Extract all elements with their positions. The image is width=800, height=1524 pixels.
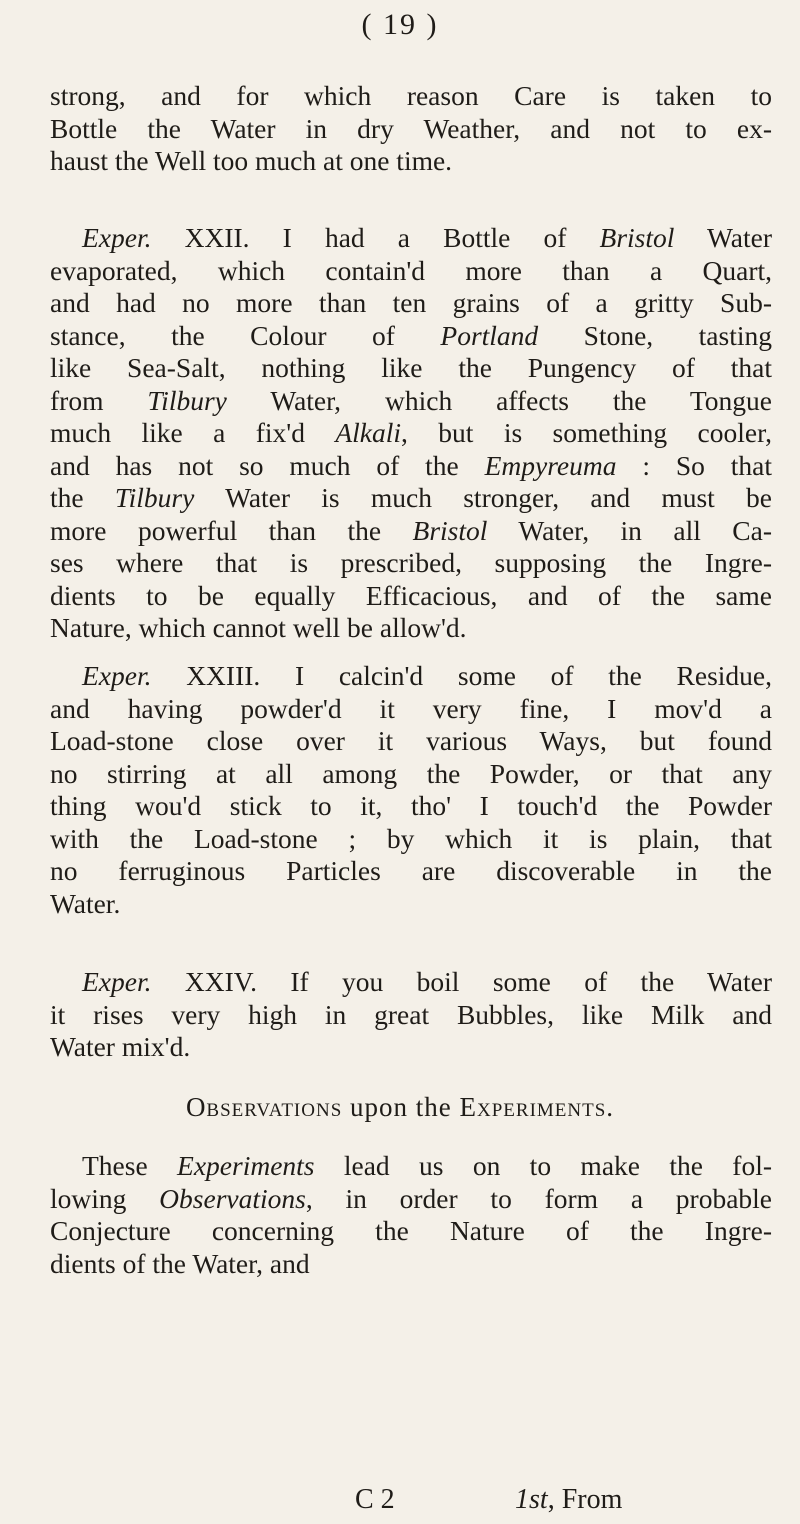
- text-run: dients of the Water, and: [50, 1247, 310, 1279]
- catchword: [515, 1484, 622, 1516]
- text-run: thing wou'd stick to it, tho' I touch'd the Powder: [50, 790, 772, 821]
- text-run: lowing: [50, 1182, 160, 1214]
- text-run: dients to be equally Efficacious, and of the same: [50, 579, 772, 611]
- text-run: Water.: [50, 887, 121, 919]
- text-line: [50, 547, 772, 580]
- text-run: and had no more than ten grains of a gritty Sub-: [50, 287, 772, 318]
- text-line: [50, 320, 772, 353]
- text-line: [50, 888, 772, 921]
- text-run: ses where that is prescribed, supposing the Ingre-: [50, 547, 772, 578]
- text-run: , in order to form a probable: [305, 1182, 772, 1214]
- text-run: with the Load-stone ; by which it is plain, that: [50, 822, 772, 854]
- text-line: [50, 612, 772, 645]
- text-run: no ferruginous Particles are discoverable in the: [50, 855, 772, 886]
- text-line: [50, 482, 772, 515]
- section-heading: [0, 1092, 800, 1123]
- text-line: [50, 758, 772, 791]
- text-run: Bottle the Water in dry Weather, and not to ex-: [50, 112, 772, 144]
- text-run: and having powder'd it very fine, I mov'd a: [50, 692, 772, 724]
- text-line: [50, 999, 772, 1032]
- text-line: [50, 287, 772, 320]
- experiment-24-paragraph: [50, 966, 772, 1064]
- text-line: [50, 790, 772, 823]
- experiment-22-paragraph: [50, 222, 772, 645]
- text-line: [50, 450, 772, 483]
- text-line: [50, 1183, 772, 1216]
- text-run: Water, which affects the Tongue: [226, 384, 772, 416]
- text-run: XXIII. I calcin'd some of the Residue,: [151, 660, 772, 691]
- text-run: XXII. I had a Bottle of: [151, 222, 600, 253]
- text-run: it rises very high in great Bubbles, like Milk and: [50, 998, 772, 1030]
- text-run: Water mix'd.: [50, 1031, 191, 1062]
- text-run: Water: [674, 222, 773, 253]
- text-run: haust the Well too much at one time.: [50, 145, 453, 176]
- text-run: and has not so much of the: [50, 449, 485, 481]
- text-run: Nature, which cannot well be allow'd.: [50, 612, 467, 643]
- text-line: [50, 1248, 772, 1281]
- italic-word: Tilbury: [114, 482, 195, 513]
- text-run: These: [82, 1150, 178, 1181]
- text-line: [50, 1031, 772, 1064]
- text-line: [50, 255, 772, 288]
- signature-mark: C 2: [355, 1484, 395, 1515]
- text-line: [50, 352, 772, 385]
- italic-word: Portland: [440, 319, 539, 351]
- italic-word: Alkali: [335, 417, 402, 448]
- text-line: [50, 80, 772, 113]
- text-line: [50, 725, 772, 758]
- text-run: , but is something cooler,: [401, 417, 772, 448]
- text-run: like Sea-Salt, nothing like the Pungency of that: [50, 352, 772, 383]
- italic-word: Bristol: [599, 222, 675, 253]
- text-line: [50, 660, 772, 693]
- italic-word: Empyreuma: [484, 449, 617, 481]
- text-line: [50, 385, 772, 418]
- italic-word: Bristol: [412, 514, 488, 546]
- text-run: Water is much stronger, and must be: [194, 482, 773, 513]
- heading-word-upon-the: upon the: [350, 1092, 452, 1122]
- text-run: XXIV. If you boil some of the Water: [151, 966, 772, 997]
- text-run: strong, and for which reason Care is taken to: [50, 80, 772, 111]
- text-line: [50, 580, 772, 613]
- text-line: [50, 855, 772, 888]
- catchword-text: , From: [547, 1484, 623, 1515]
- page-number: ( 19 ): [361, 8, 439, 41]
- experiment-23-paragraph: [50, 660, 772, 920]
- text-run: no stirring at all among the Powder, or that any: [50, 757, 772, 789]
- text-run: Conjecture concerning the Nature of the Ingre-: [50, 1215, 772, 1246]
- heading-word-observations: Observations: [185, 1092, 343, 1122]
- italic-word: Exper.: [82, 966, 152, 997]
- italic-word: Exper.: [82, 222, 152, 253]
- observations-paragraph: [50, 1150, 772, 1280]
- continuation-paragraph: [50, 80, 772, 178]
- text-run: evaporated, which contain'd more than a Quart,: [50, 254, 772, 286]
- text-run: Water, in all Ca-: [487, 514, 773, 546]
- text-line: [50, 145, 772, 178]
- text-line: [50, 417, 772, 450]
- italic-word: Tilbury: [147, 384, 227, 416]
- text-line: [50, 823, 772, 856]
- text-run: the: [50, 482, 115, 513]
- text-run: lead us on to make the fol-: [314, 1150, 773, 1181]
- text-line: [50, 222, 772, 255]
- text-run: much like a fix'd: [50, 417, 336, 448]
- italic-word: Observations: [159, 1182, 306, 1214]
- text-line: [50, 1215, 772, 1248]
- catchword-italic: 1st: [515, 1484, 548, 1515]
- text-run: : So that: [616, 449, 772, 481]
- text-line: [50, 515, 772, 548]
- text-run: stance, the Colour of: [50, 319, 441, 351]
- text-line: [50, 966, 772, 999]
- heading-word-experiments: Experiments.: [459, 1092, 615, 1122]
- text-line: [50, 693, 772, 726]
- text-run: Load-stone close over it various Ways, but found: [50, 725, 772, 756]
- italic-word: Exper.: [82, 660, 152, 691]
- text-line: [50, 1150, 772, 1183]
- text-run: Stone, tasting: [538, 319, 772, 351]
- text-run: more powerful than the: [50, 514, 413, 546]
- text-run: from: [50, 384, 148, 416]
- text-line: [50, 113, 772, 146]
- italic-word: Experiments: [177, 1150, 315, 1181]
